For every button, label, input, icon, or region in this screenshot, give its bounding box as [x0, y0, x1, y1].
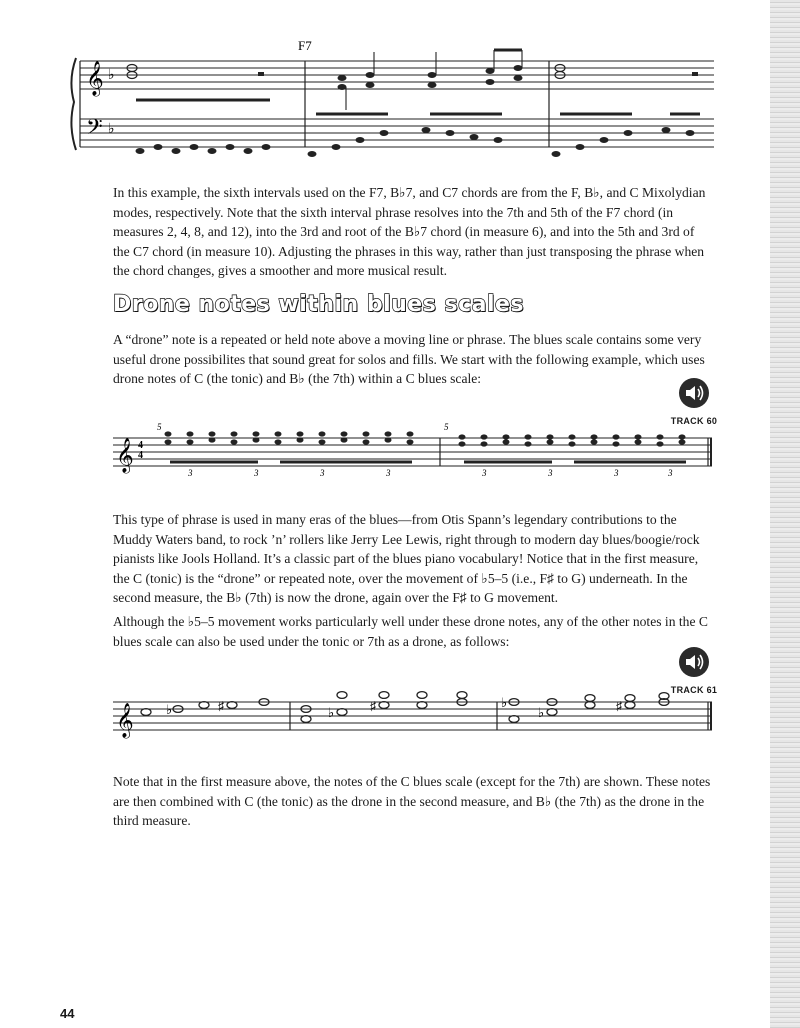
svg-text:𝄞: 𝄞 — [116, 438, 134, 473]
paragraph-summary: Note that in the first measure above, the notes of the C blues scale (except for the 7th) are shown. These notes are then combined with C (the tonic) as the drone in the second measure, and B♭ (the 7th) as the drone in the third measure. — [113, 774, 711, 829]
section-heading: Drone notes within blues scales — [113, 292, 525, 317]
svg-text:4: 4 — [138, 450, 143, 461]
svg-text:♯: ♯ — [370, 699, 376, 713]
paragraph-sixth-intervals: In this example, the sixth intervals used on the F7, B♭7, and C7 chords are from the F, B♭, and C Mixolydian modes, respectively. Note that the sixth interval phrase resolves into the 7th and 5th of the F7 chord (in measures 2, 4, 8, and 12), into the 3rd and root of the B♭7 chord (in measure 6), and into the 5th and 3rd of the C7 chord (in measure 10). Adjusting the phrases in this way, rather than just transposing the phrase when the chord changes, gives a smoother and more musical result. — [113, 185, 706, 279]
svg-text:5: 5 — [157, 422, 162, 432]
svg-text:4: 4 — [138, 440, 143, 451]
svg-text:♭: ♭ — [108, 68, 115, 83]
svg-text:5: 5 — [444, 422, 449, 432]
svg-text:♭: ♭ — [166, 702, 173, 717]
svg-text:𝄢: 𝄢 — [86, 115, 103, 145]
track-60-label: TRACK 60 — [670, 416, 718, 426]
svg-text:3: 3 — [614, 468, 619, 478]
track-61-music-example — [0, 690, 800, 750]
paragraph-drone-history: This type of phrase is used in many eras of the blues—from Otis Spann’s legendary contributions to the Muddy Waters band, to rock ’n’ rollers like Jerry Lee Lewis, right through to modern day blues/boogie/rock pianists like Jools Holland. It’s a classic part of the blues piano vocabulary! Notice that in the first measure, the C (tonic) is the “drone” or repeated note, over the movement of ♭5–5 (i.e., F♯ to G) underneath. In the second measure, the B♭ (7th) is now the drone, again over the F♯ to G movement. — [113, 512, 700, 606]
svg-text:3: 3 — [668, 468, 673, 478]
top-music-example — [0, 30, 800, 165]
chord-symbol: F7 — [298, 38, 312, 53]
svg-text:♯: ♯ — [218, 699, 224, 713]
page-number: 44 — [60, 1006, 75, 1021]
speaker-icon — [677, 645, 711, 679]
track-60-badge[interactable] — [664, 376, 724, 426]
paragraph-drone-intro: A “drone” note is a repeated or held note above a moving line or phrase. The blues scale contains some very useful drone possibilites that sound great for solos and fills. We start with the following example, which uses drone notes of C (the tonic) and B♭ (the 7th) within a C blues scale: — [113, 332, 705, 387]
speaker-icon — [677, 376, 711, 410]
paragraph-other-notes: Although the ♭5–5 movement works particularly well under these drone notes, any of the other notes in the C blues scale can also be used under the tonic or 7th as a drone, as follows: — [113, 614, 708, 649]
svg-text:♭: ♭ — [538, 705, 545, 720]
track-61-badge[interactable] — [664, 645, 724, 695]
svg-text:3: 3 — [188, 468, 193, 478]
svg-text:𝄞: 𝄞 — [86, 61, 104, 96]
svg-text:𝄞: 𝄞 — [116, 703, 134, 738]
track-60-music-example — [0, 420, 800, 480]
svg-text:3: 3 — [254, 468, 259, 478]
svg-text:3: 3 — [548, 468, 553, 478]
svg-text:3: 3 — [386, 468, 391, 478]
svg-text:♭: ♭ — [328, 705, 335, 720]
svg-text:3: 3 — [320, 468, 325, 478]
svg-text:♭: ♭ — [108, 122, 115, 137]
svg-text:3: 3 — [482, 468, 487, 478]
svg-text:♭: ♭ — [501, 695, 508, 710]
svg-text:♯: ♯ — [616, 699, 622, 713]
track-61-label: TRACK 61 — [670, 685, 718, 695]
